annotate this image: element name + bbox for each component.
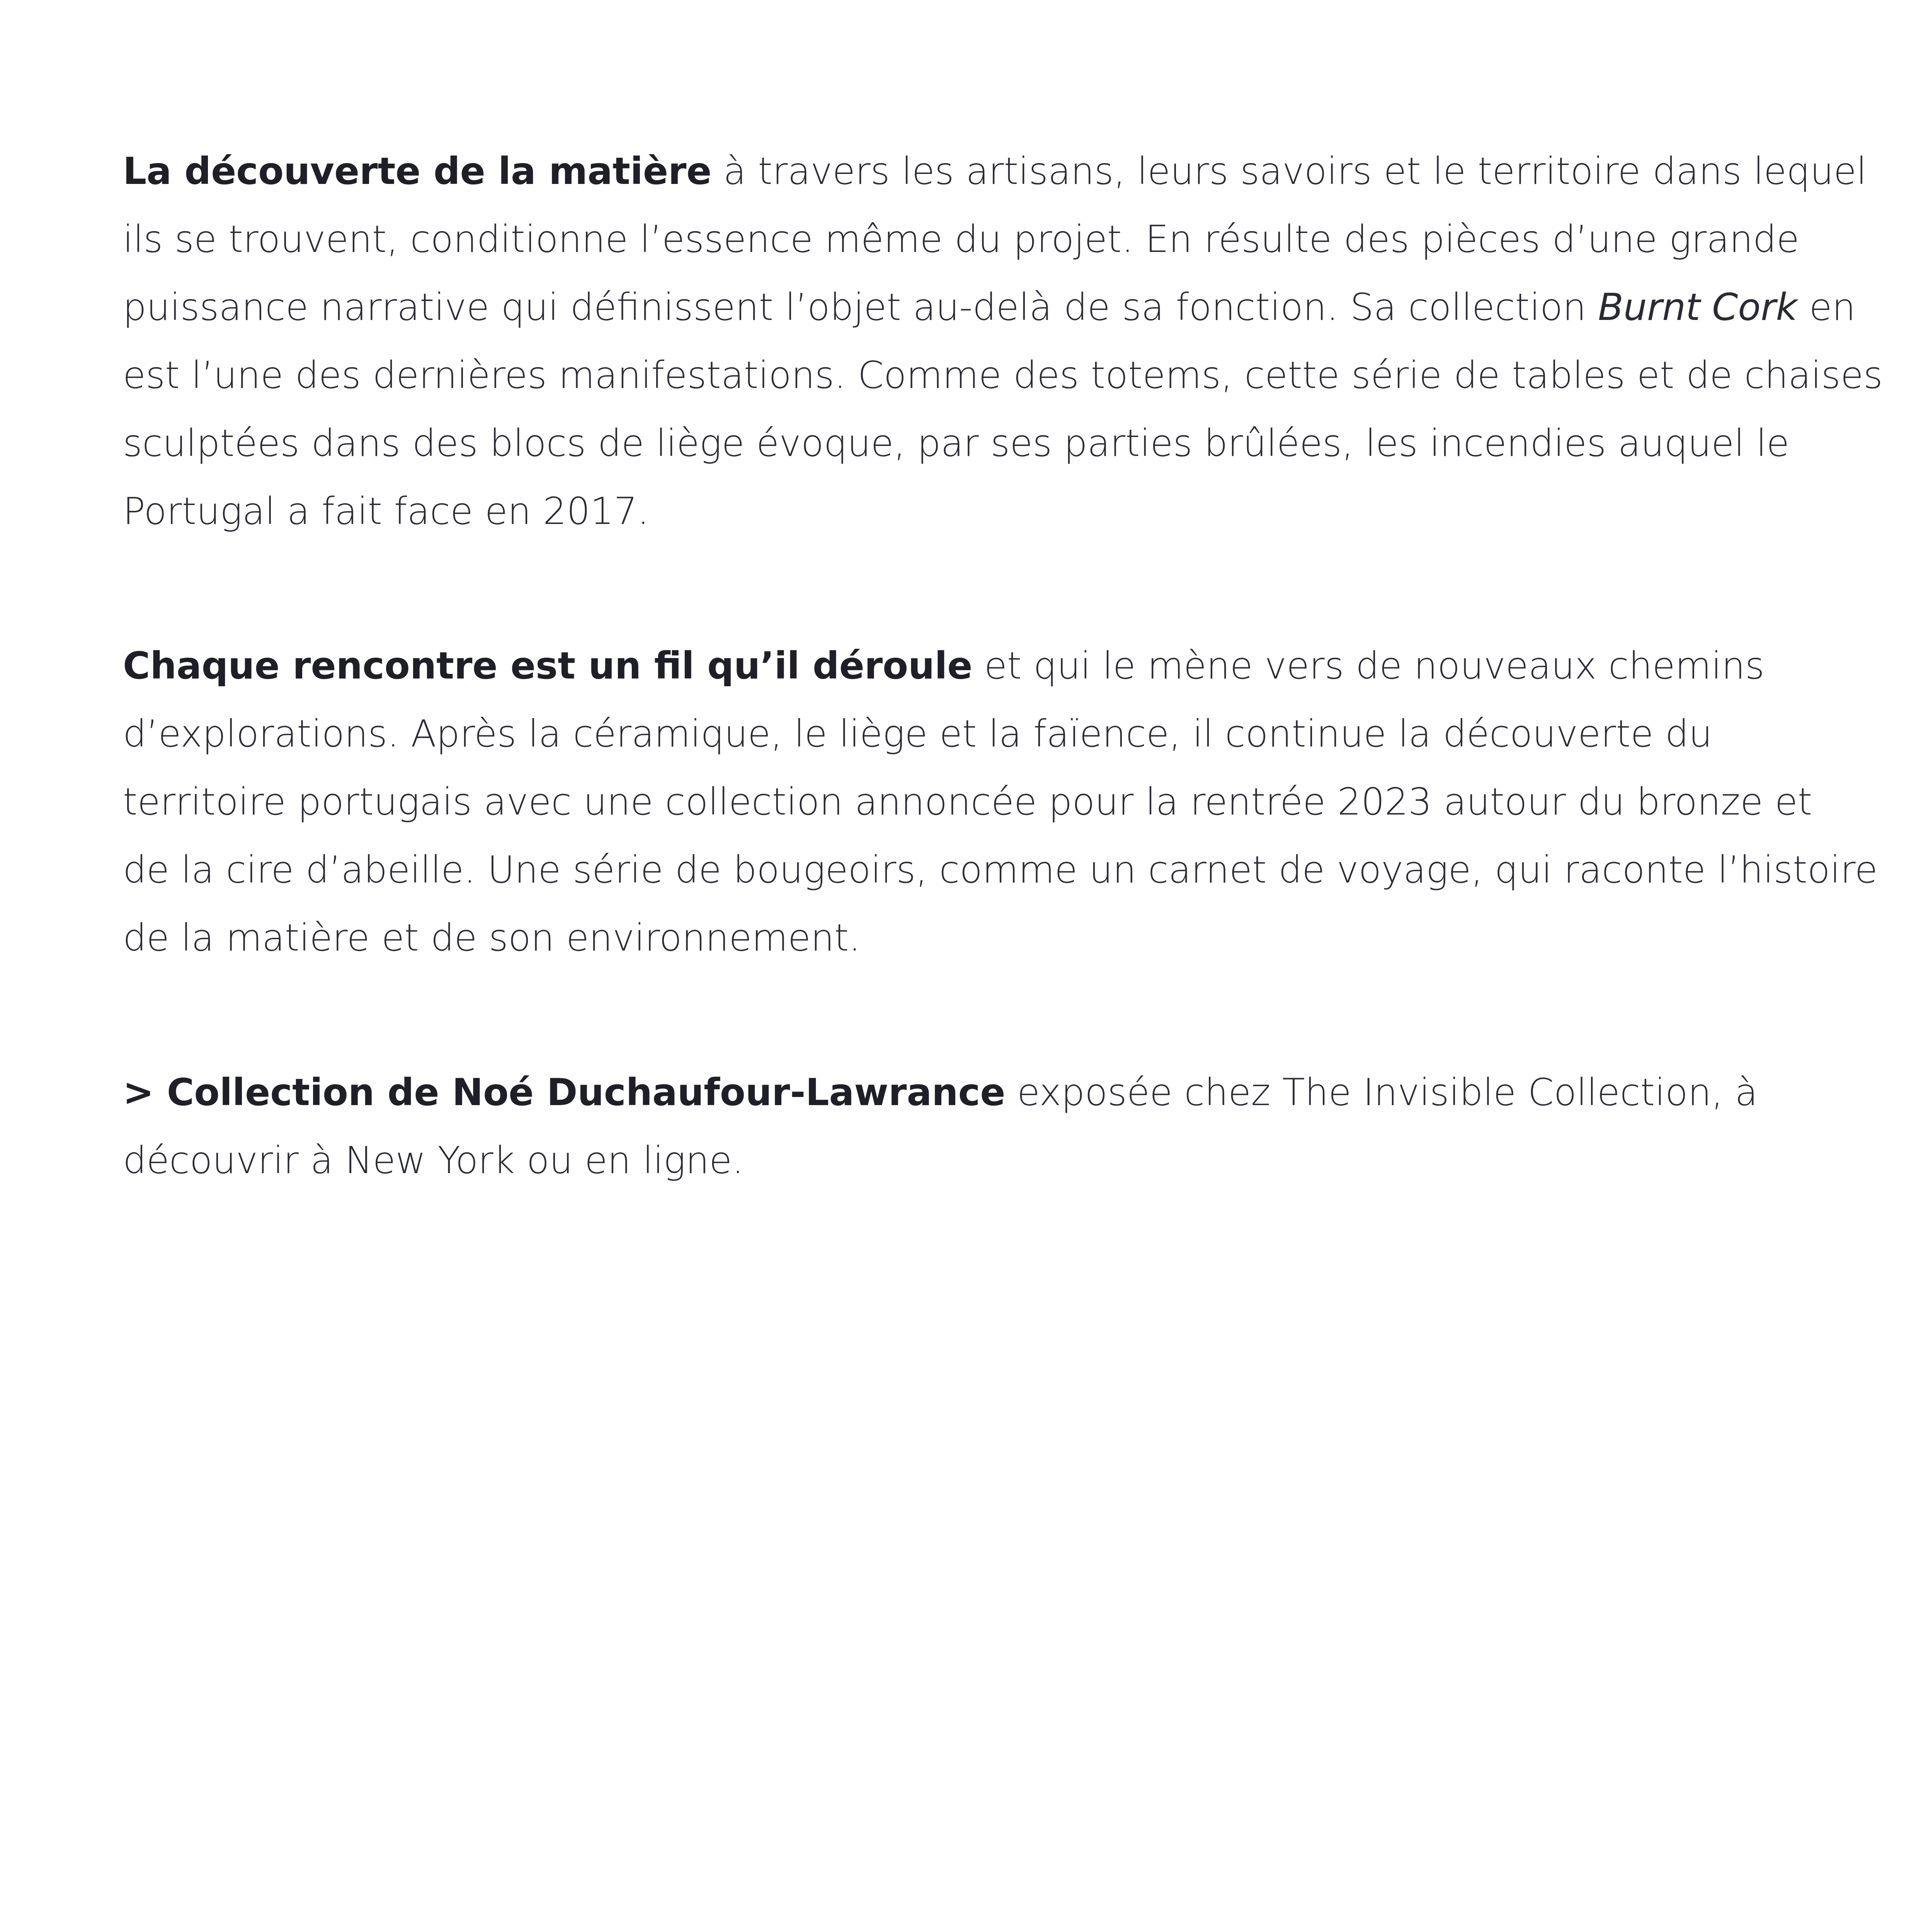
- lead-phrase: La découverte de la matière: [123, 150, 712, 193]
- text-line: d’explorations. Après la céramique, le liège et la faïence, il continue la découverte du: [123, 712, 1712, 755]
- line-text: à travers les artisans, leurs savoirs et le territoire dans lequel: [711, 150, 1867, 193]
- text-line: territoire portugais avec une collection annoncée pour la rentrée 2023 autour du bronze et: [123, 780, 1812, 823]
- line-text: puissance narrative qui définissent l’objet au-delà de sa fonction. Sa collection: [123, 286, 1598, 329]
- line-text: en: [1797, 286, 1856, 329]
- line-text: et qui le mène vers de nouveaux chemins: [972, 644, 1765, 687]
- line-text: exposée chez The Invisible Collection, à: [1005, 1071, 1758, 1114]
- text-line: [123, 273, 1856, 341]
- text-line: de la matière et de son environnement.: [123, 916, 861, 959]
- text-line: [123, 1058, 1823, 1126]
- text-line: est l’une des dernières manifestations. Comme des totems, cette série de tables et de chaises: [123, 354, 1883, 397]
- collection-title: Burnt Cork: [1598, 286, 1798, 329]
- text-line: de la cire d’abeille. Une série de bougeoirs, comme un carnet de voyage, qui raconte l’histoire: [123, 848, 1878, 891]
- text-line: découvrir à New York ou en ligne.: [123, 1139, 744, 1182]
- text-line: sculptées dans des blocs de liège évoque, par ses parties brûlées, les incendies auquel le: [123, 422, 1790, 465]
- text-line: Portugal a fait face en 2017.: [123, 490, 649, 533]
- lead-phrase: Chaque rencontre est un fil qu’il déroule: [123, 644, 973, 687]
- text-line: [123, 632, 1823, 700]
- paragraph-collection-link: [123, 1058, 1823, 1194]
- text-line: [123, 137, 1867, 205]
- article-body: [123, 137, 1883, 1194]
- paragraph-material-discovery: [123, 137, 1883, 545]
- text-line: ils se trouvent, conditionne l’essence même du projet. En résulte des pièces d’une grande: [123, 218, 1799, 261]
- paragraph-encounters: [123, 632, 1878, 972]
- lead-phrase: > Collection de Noé Duchaufour-Lawrance: [123, 1071, 1006, 1114]
